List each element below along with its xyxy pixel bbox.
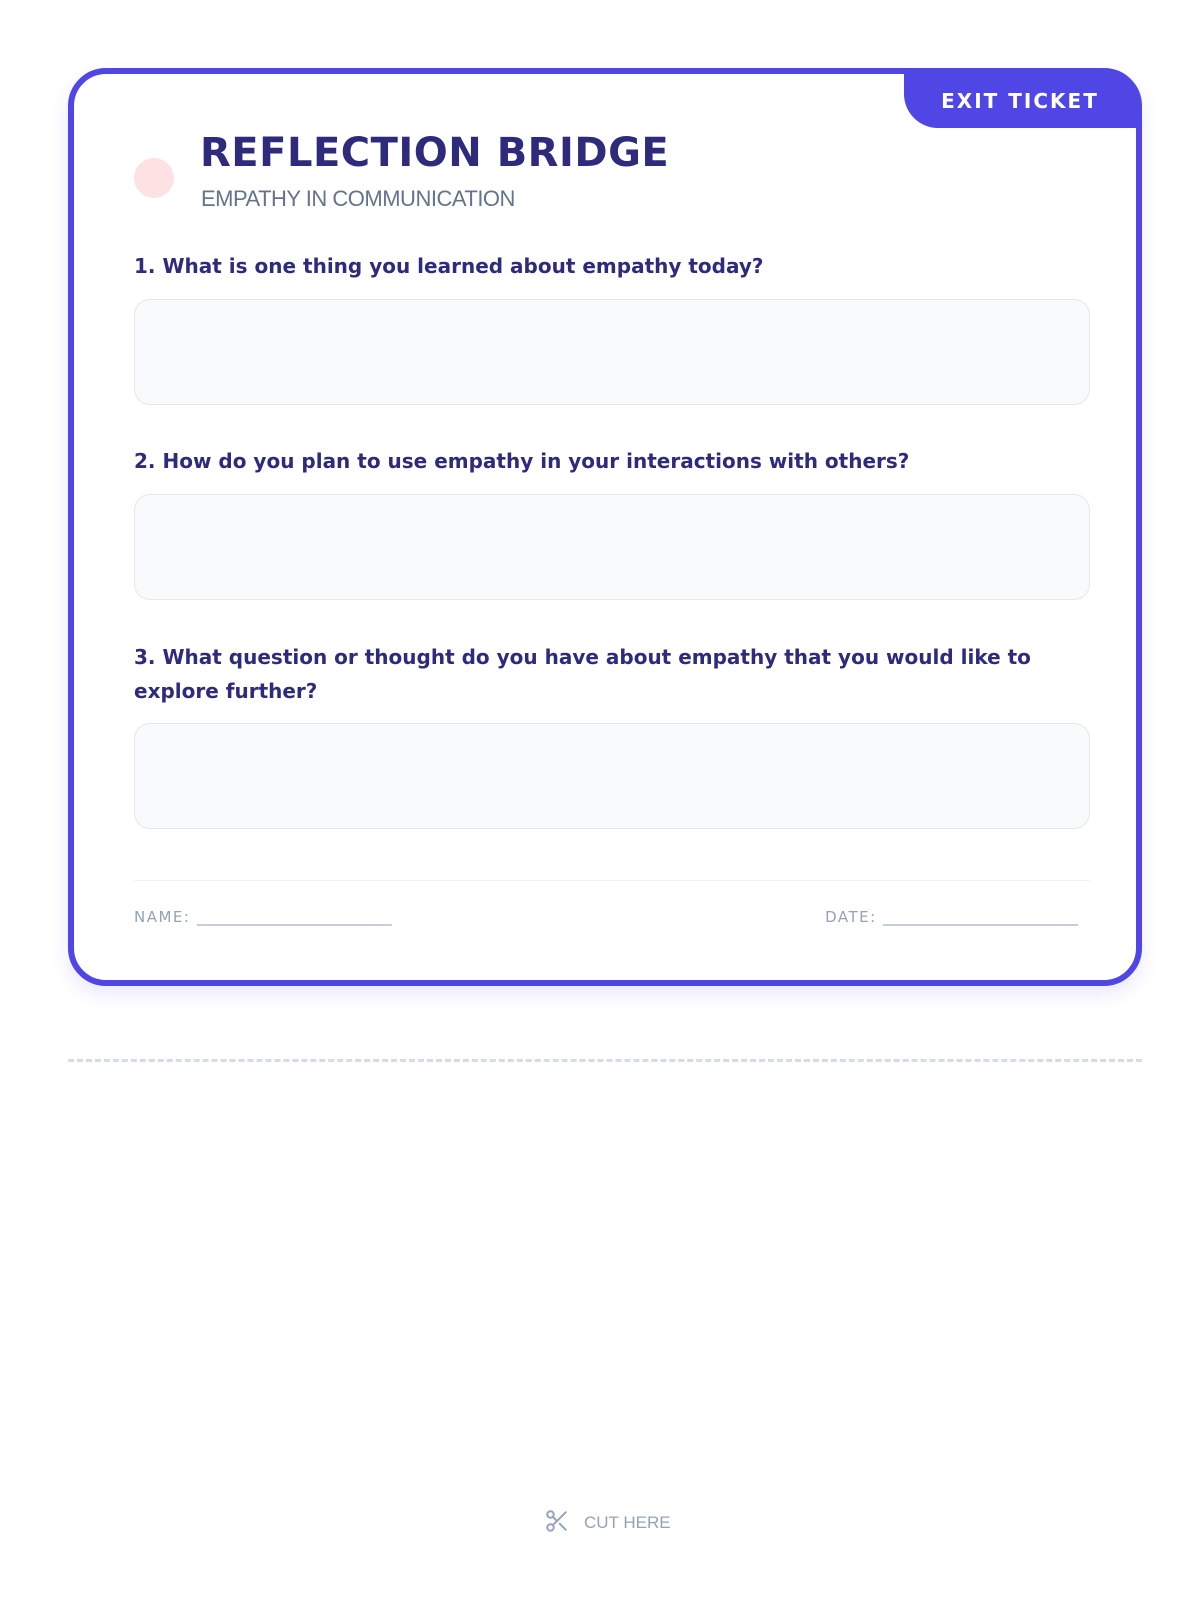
question-1: 1. What is one thing you learned about empathy today? — [134, 254, 764, 278]
question-2: 2. How do you plan to use empathy in your interactions with others? — [134, 449, 910, 473]
date-field[interactable] — [825, 908, 1078, 926]
decorative-dot-icon — [134, 158, 174, 198]
answer-box-2[interactable] — [134, 494, 1090, 600]
cut-line — [68, 1059, 1142, 1062]
footer-divider — [134, 880, 1090, 881]
name-label: NAME: — [134, 908, 191, 926]
exit-ticket-badge: EXIT TICKET — [904, 74, 1136, 128]
name-line: __________________________ — [196, 908, 392, 926]
answer-box-1[interactable] — [134, 299, 1090, 405]
page-subtitle: EMPATHY IN COMMUNICATION — [201, 186, 515, 211]
exit-ticket-card — [68, 68, 1142, 986]
date-line: __________________________ — [883, 908, 1078, 926]
page-title: REFLECTION BRIDGE — [200, 130, 670, 176]
cut-here-label: CUT HERE — [584, 1513, 671, 1532]
cut-here-marker — [544, 1508, 671, 1538]
answer-box-3[interactable] — [134, 723, 1090, 829]
question-3: 3. What question or thought do you have about empathy that you would like to explore further? — [134, 645, 1031, 703]
scissors-icon — [544, 1508, 570, 1538]
date-label: DATE: — [825, 908, 877, 926]
name-field[interactable] — [134, 908, 392, 926]
